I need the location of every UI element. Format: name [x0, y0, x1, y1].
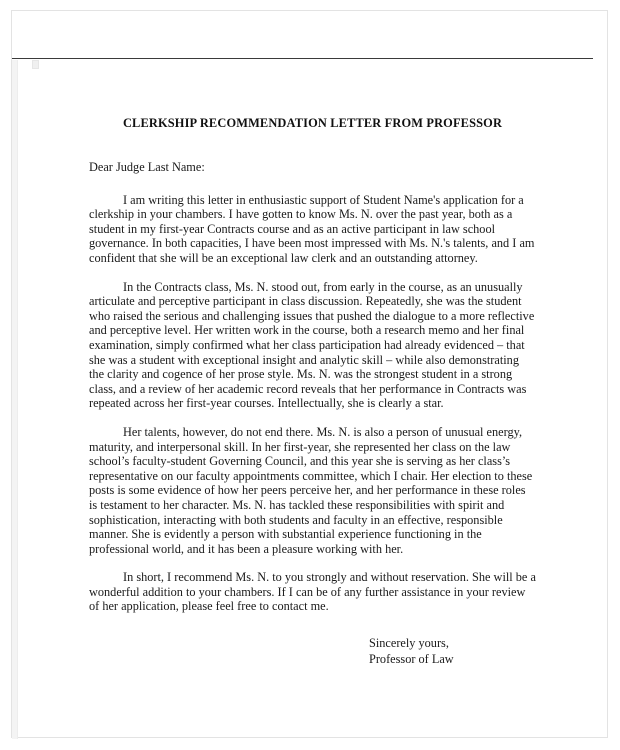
closing-signer-title: Professor of Law — [369, 651, 454, 666]
letter-paragraph: I am writing this letter in enthusiastic support of Student Name's application for a clerkship in your chambers. I have gotten to know Ms. N. over the past year, both as a student in my first-year Contracts course and as an active participant in law school governance. In both capacities, I have been most impressed with Ms. N.'s talents, and I am confident that she will be an exceptional law clerk and an outstanding attorney. — [89, 192, 535, 265]
letter-paragraph: Her talents, however, do not end there. Ms. N. is also a person of unusual energy, maturity, and interpersonal skill. In her first-year, she represented her class on the law school’s faculty-student Governing Council, and this year she is serving as her class’s representative on our faculty appointments committee, which I chair. Her election to these posts is some evidence of how her peers perceive her, and her performance in these roles is testament to her character. Ms. N. has tackled these responsibilities with spirit and sophistication, interacting with both students and faculty in an effective, responsible manner. She is evidently a person with substantial experience functioning in the professional world, and it has been a pleasure working with her. — [89, 424, 533, 556]
page-gutter-strip — [12, 60, 18, 739]
closing-valediction: Sincerely yours, — [369, 636, 449, 651]
document-page — [11, 10, 608, 738]
letter-title: CLERKSHIP RECOMMENDATION LETTER FROM PROFESSOR — [122, 116, 503, 130]
header-divider-rule — [12, 58, 593, 59]
letter-salutation: Dear Judge Last Name: — [89, 159, 205, 174]
page-gutter-marker — [32, 60, 39, 69]
letter-content — [89, 116, 536, 667]
letter-paragraph: In short, I recommend Ms. N. to you strongly and without reservation. She will be a wonderful addition to your chambers. If I can be of any further assistance in your review of her application, please feel free to contact me. — [89, 570, 536, 614]
letter-paragraph: In the Contracts class, Ms. N. stood out, from early in the course, as an unusually articulate and perceptive participant in class discussion. Repeatedly, she was the student who raised the serious and challenging issues that pushed the dialogue to a more reflective and perceptive level. Her written work in the course, both a research memo and her final examination, simply confirmed what her class participation had already evidenced – that she was a student with exceptional insight and analytic skill – while also demonstrating the clarity and cogence of her prose style. Ms. N. was the strongest student in a strong class, and a review of her academic record reveals that her performance in Contracts was repeated across her first-year courses. Intellectually, she is clearly a star. — [89, 279, 535, 411]
letter-closing-block — [369, 636, 536, 667]
